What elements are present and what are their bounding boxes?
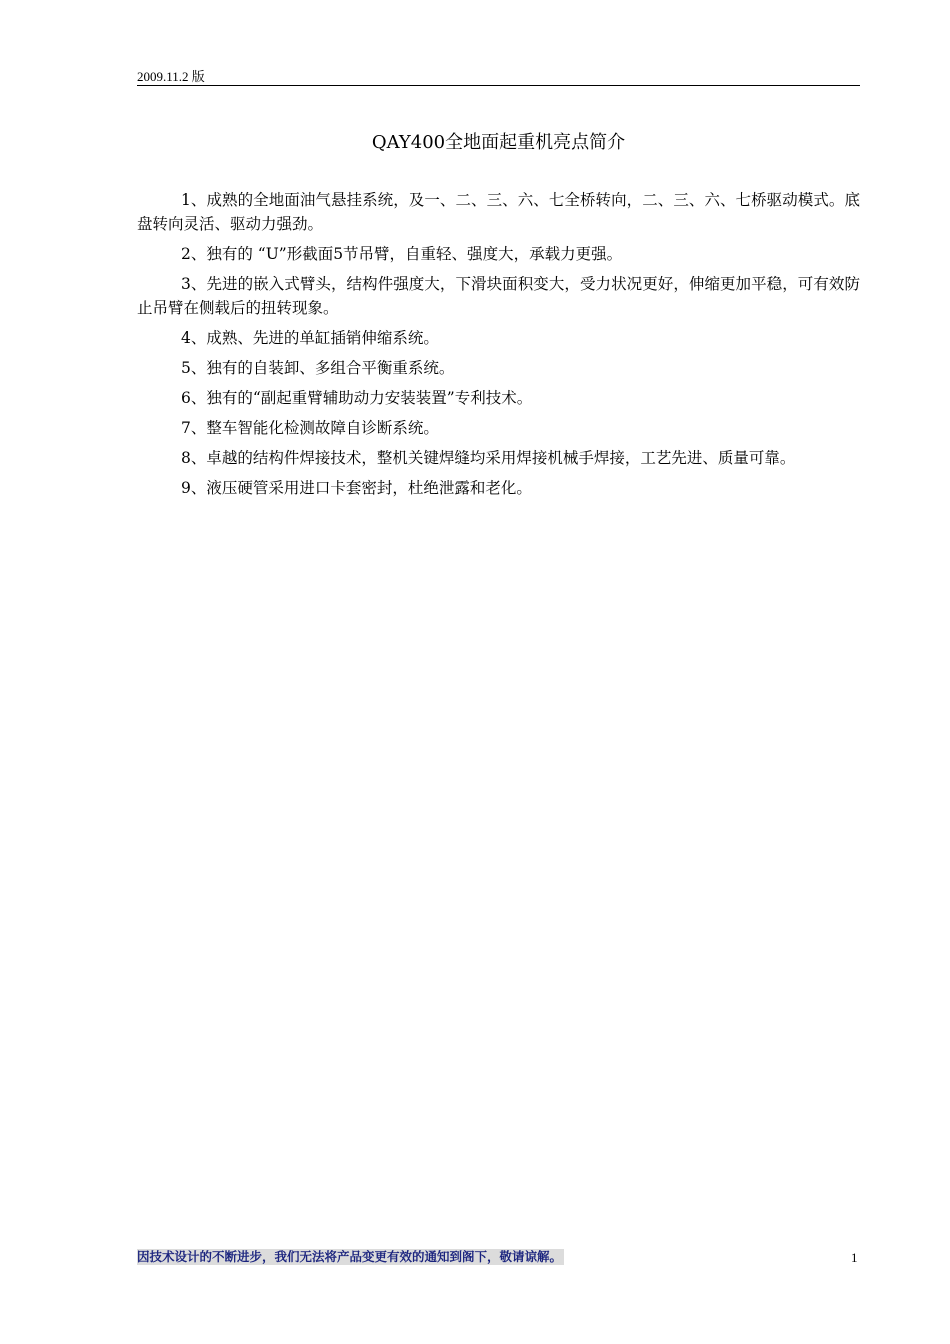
paragraph-2: 2、独有的 “U”形截面5节吊臂，自重轻、强度大，承载力更强。 <box>181 245 623 263</box>
document-title: QAY400全地面起重机亮点简介 <box>371 132 626 153</box>
paragraph-4: 4、成熟、先进的单缸插销伸缩系统。 <box>181 329 439 347</box>
paragraph-5: 5、独有的自装卸、多组合平衡重系统。 <box>181 359 455 377</box>
footer-disclaimer: 因技术设计的不断进步，我们无法将产品变更有效的通知到阁下，敬请谅解。 <box>137 1249 563 1264</box>
paragraph-7: 7、整车智能化检测故障自诊断系统。 <box>181 419 439 437</box>
paragraph-6: 6、独有的“副起重臂辅助动力安装装置”专利技术。 <box>181 389 533 407</box>
paragraph-1: 1、成熟的全地面油气悬挂系统，及一、二、三、六、七全桥转向，二、三、六、七桥驱动模式。底盘转向灵活、驱动力强劲。 <box>137 191 860 233</box>
paragraph-8: 8、卓越的结构件焊接技术，整机关键焊缝均采用焊接机械手焊接，工艺先进、质量可靠。 <box>181 449 796 467</box>
document-body <box>137 188 860 506</box>
page-number: 1 <box>851 1250 858 1265</box>
header-rule <box>137 85 860 86</box>
header-version: 2009.11.2 版 <box>137 69 205 84</box>
paragraph-3: 3、先进的嵌入式臂头，结构件强度大，下滑块面积变大，受力状况更好，伸缩更加平稳，可有效防止吊臂在侧载后的扭转现象。 <box>137 275 860 317</box>
paragraph-9: 9、液压硬管采用进口卡套密封，杜绝泄露和老化。 <box>181 479 532 497</box>
